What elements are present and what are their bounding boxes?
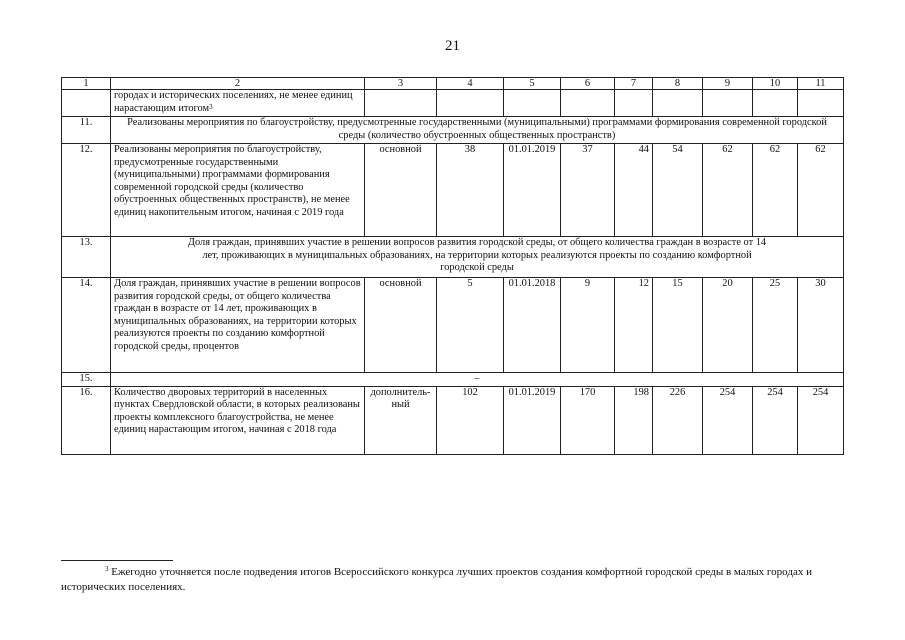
value-cell: 198 (615, 386, 653, 454)
value-cell: 62 (798, 144, 844, 237)
page-number: 21 (445, 38, 460, 54)
header-cell: 7 (615, 78, 653, 90)
base-value: 102 (437, 386, 504, 454)
continued-name-cell: городах и исторических поселениях, не менее единиц нарастающим итогом$^3$ (111, 90, 365, 117)
value-cell: 254 (753, 386, 798, 454)
value-cell: 20 (703, 278, 753, 373)
indicator-type: основной (365, 278, 437, 373)
base-date: 01.01.2019 (504, 144, 561, 237)
row-number: 14. (62, 278, 111, 373)
header-cell: 2 (111, 78, 365, 90)
table-row (62, 144, 844, 237)
footnote-text: Ежегодно уточняется после подведения итогов Всероссийского конкурса лучших проектов создания комфортной городской среды в малых городах и исторических поселениях. (61, 566, 812, 593)
base-date: 01.01.2019 (504, 386, 561, 454)
footnote (61, 565, 846, 595)
table-row (62, 386, 844, 454)
empty-row-dash: – (111, 373, 844, 387)
value-cell: 44 (615, 144, 653, 237)
section-row (62, 237, 844, 278)
value-cell: 30 (798, 278, 844, 373)
base-value: 5 (437, 278, 504, 373)
header-cell: 4 (437, 78, 504, 90)
header-row (62, 78, 844, 90)
value-cell: 12 (615, 278, 653, 373)
row-number: 12. (62, 144, 111, 237)
footnote-mark: 3 (105, 565, 109, 573)
header-cell: 6 (561, 78, 615, 90)
value-cell: 37 (561, 144, 615, 237)
value-cell: 62 (703, 144, 753, 237)
header-cell: 11 (798, 78, 844, 90)
row-number: 15. (62, 373, 111, 387)
indicator-type: основной (365, 144, 437, 237)
value-cell: 170 (561, 386, 615, 454)
section-row (62, 117, 844, 144)
value-cell: 254 (798, 386, 844, 454)
table-row (62, 373, 844, 387)
indicators-table (61, 77, 844, 455)
header-cell: 8 (653, 78, 703, 90)
value-cell: 62 (753, 144, 798, 237)
header-cell: 10 (753, 78, 798, 90)
value-cell: 9 (561, 278, 615, 373)
value-cell: 226 (653, 386, 703, 454)
section-title: Доля граждан, принявших участие в решении вопросов развития городской среды, от общего количества граждан в возрасте от 14 лет, проживающих в муниципальных образованиях, на территории которых реализуются проекты по созданию комфортной городской среды (111, 237, 844, 278)
table-row (62, 90, 844, 117)
indicator-type: дополнитель-ный (365, 386, 437, 454)
base-value: 38 (437, 144, 504, 237)
section-title: Реализованы мероприятия по благоустройству, предусмотренные государственными (муниципальными) программами формирования современной городской среды (количество обустроенных общественных пространств) (111, 117, 844, 144)
value-cell: 25 (753, 278, 798, 373)
table-row (62, 278, 844, 373)
indicator-name: Доля граждан, принявших участие в решении вопросов развития городской среды, от общего количества граждан в возрасте от 14 лет, проживающих в муниципальных образованиях, на территории которых реализуются проекты по созданию комфортной городской среды, процентов (111, 278, 365, 373)
footnote-separator (61, 560, 173, 561)
value-cell: 54 (653, 144, 703, 237)
header-cell: 5 (504, 78, 561, 90)
indicator-name: Реализованы мероприятия по благоустройству, предусмотренные государственными (муниципальными) программами формирования современной городской среды (количество обустроенных общественных пространств), не менее единиц накопительным итогом, начиная с 2019 года (111, 144, 365, 237)
header-cell: 1 (62, 78, 111, 90)
indicator-name: Количество дворовых территорий в населенных пунктах Свердловской области, в которых реализованы проекты комплексного благоустройства, не менее единиц нарастающим итогом, начиная с 2018 года (111, 386, 365, 454)
footnote-mark: 3 (209, 102, 213, 111)
header-cell: 9 (703, 78, 753, 90)
header-cell: 3 (365, 78, 437, 90)
base-date: 01.01.2018 (504, 278, 561, 373)
value-cell: 15 (653, 278, 703, 373)
row-number: 11. (62, 117, 111, 144)
row-number: 13. (62, 237, 111, 278)
value-cell: 254 (703, 386, 753, 454)
row-number: 16. (62, 386, 111, 454)
